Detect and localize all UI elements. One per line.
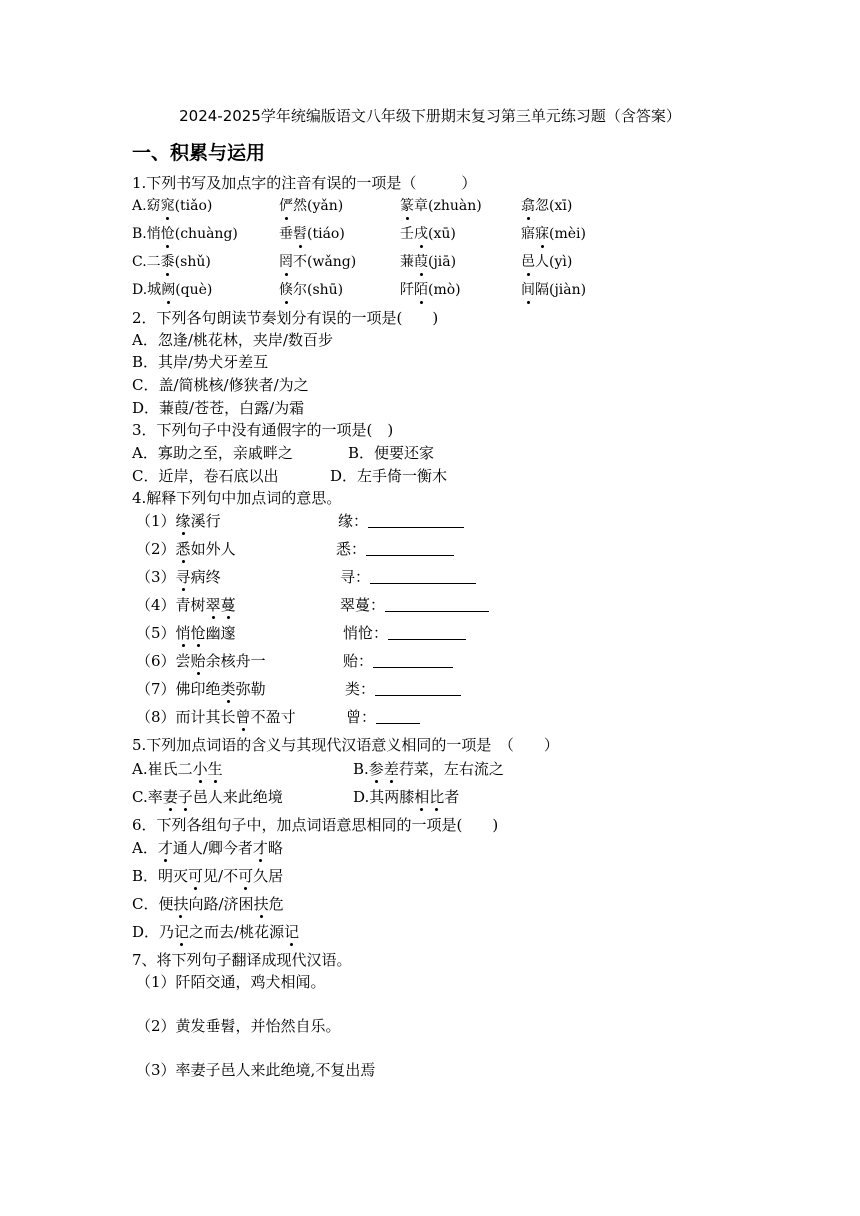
q2-option-d: D．蒹葭/苍苍，白露/为霜	[132, 399, 305, 417]
question-5-stem: 5.下列加点词语的含义与其现代汉语意义相同的一项是 （ ）	[132, 736, 559, 754]
q4-item-4: （4）青树翠蔓	[136, 596, 236, 614]
q1-option-d-3: 阡陌(mò)	[400, 282, 461, 298]
q1-option-a-2: 俨然(yǎn)	[279, 198, 344, 214]
q4-item-6: （6）尝贻余核舟一	[136, 652, 266, 670]
q1-option-c-2: 罔不(wǎng)	[279, 254, 357, 270]
q4-item-3-answer[interactable]: 寻：	[340, 567, 476, 587]
q4-item-2: （2）悉如外人	[136, 540, 236, 558]
question-2-stem: 2．下列各句朗读节奏划分有误的一项是( )	[132, 309, 439, 327]
q6-option-c: C．便扶向路/济困扶危	[132, 895, 284, 913]
q1-option-c-1: C.二黍(shǔ)	[132, 254, 211, 270]
q4-item-1: （1）缘溪行	[136, 512, 221, 530]
q2-option-c: C．盖/简桃核/修狭者/为之	[132, 376, 309, 394]
q5-option-b: B.参差荇菜，左右流之	[353, 760, 504, 778]
q4-item-6-answer[interactable]: 贻：	[343, 651, 453, 671]
q1-option-a-4: 翕忽(xī)	[521, 198, 573, 214]
q1-option-b-1: B.悄怆(chuàng)	[132, 226, 238, 242]
q4-item-7-answer[interactable]: 类：	[345, 679, 461, 699]
question-6-stem: 6．下列各组句子中，加点词语意思相同的一项是( )	[132, 816, 499, 834]
q4-item-7: （7）佛印绝类弥勒	[136, 680, 266, 698]
q4-item-5-answer[interactable]: 悄怆：	[343, 623, 466, 643]
q1-option-a-3: 篆章(zhuàn)	[400, 198, 482, 214]
q1-option-a-1: A.窈窕(tiǎo)	[132, 198, 213, 214]
q4-item-2-answer[interactable]: 悉：	[336, 539, 454, 559]
q1-option-b-4: 寤寐(mèi)	[521, 226, 586, 242]
q2-option-b: B．其岸/势犬牙差互	[132, 353, 269, 371]
q7-item-2: （2）黄发垂髫，并怡然自乐。	[136, 1017, 341, 1035]
q4-item-8: （8）而计其长曾不盈寸	[136, 708, 296, 726]
q4-item-1-answer[interactable]: 缘：	[338, 511, 464, 531]
q7-item-1: （1）阡陌交通，鸡犬相闻。	[136, 973, 326, 991]
question-7-stem: 7、将下列句子翻译成现代汉语。	[132, 951, 352, 969]
q2-option-a: A．忽逢/桃花林，夹岸/数百步	[132, 331, 333, 349]
q3-option-c: C．近岸，卷石底以出	[132, 467, 279, 485]
q1-option-d-1: D.城阙(què)	[132, 282, 213, 298]
question-3-stem: 3．下列句子中没有通假字的一项是( )	[132, 421, 394, 439]
q4-item-3: （3）寻病终	[136, 568, 221, 586]
q1-option-d-2: 倏尔(shū)	[279, 282, 344, 298]
q6-option-b: B．明灭可见/不可久居	[132, 867, 284, 885]
q1-option-d-4: 间隔(jiàn)	[521, 282, 587, 298]
q4-item-8-answer[interactable]: 曾：	[346, 707, 420, 727]
q6-option-a: A．才通人/卿今者才略	[132, 839, 283, 857]
q3-option-d: D．左手倚一衡木	[330, 467, 448, 485]
q6-option-d: D．乃记之而去/桃花源记	[132, 923, 300, 941]
q3-option-a: A．寡助之至，亲戚畔之	[132, 444, 293, 462]
q3-option-b: B．便要还家	[348, 444, 435, 462]
q5-option-d: D.其两膝相比者	[353, 788, 460, 806]
q5-option-c: C.率妻子邑人来此绝境	[132, 788, 283, 806]
page-title: 2024-2025学年统编版语文八年级下册期末复习第三单元练习题（含答案）	[179, 107, 681, 125]
q4-item-4-answer[interactable]: 翠蔓：	[340, 595, 489, 615]
q1-option-c-4: 邑人(yì)	[521, 254, 573, 270]
q1-option-b-3: 壬戌(xū)	[400, 226, 456, 242]
section-heading: 一、积累与运用	[132, 142, 266, 164]
question-1-stem: 1.下列书写及加点字的注音有误的一项是（ ）	[132, 174, 477, 192]
q4-item-5: （5）悄怆幽邃	[136, 624, 236, 642]
q1-option-c-3: 蒹葭(jiā)	[400, 254, 457, 270]
q1-option-b-2: 垂髫(tiáo)	[279, 226, 345, 242]
q5-option-a: A.崔氏二小生	[132, 760, 223, 778]
q7-item-3: （3）率妻子邑人来此绝境,不复出焉	[136, 1061, 376, 1079]
question-4-stem: 4.解释下列句中加点词的意思。	[132, 489, 342, 507]
